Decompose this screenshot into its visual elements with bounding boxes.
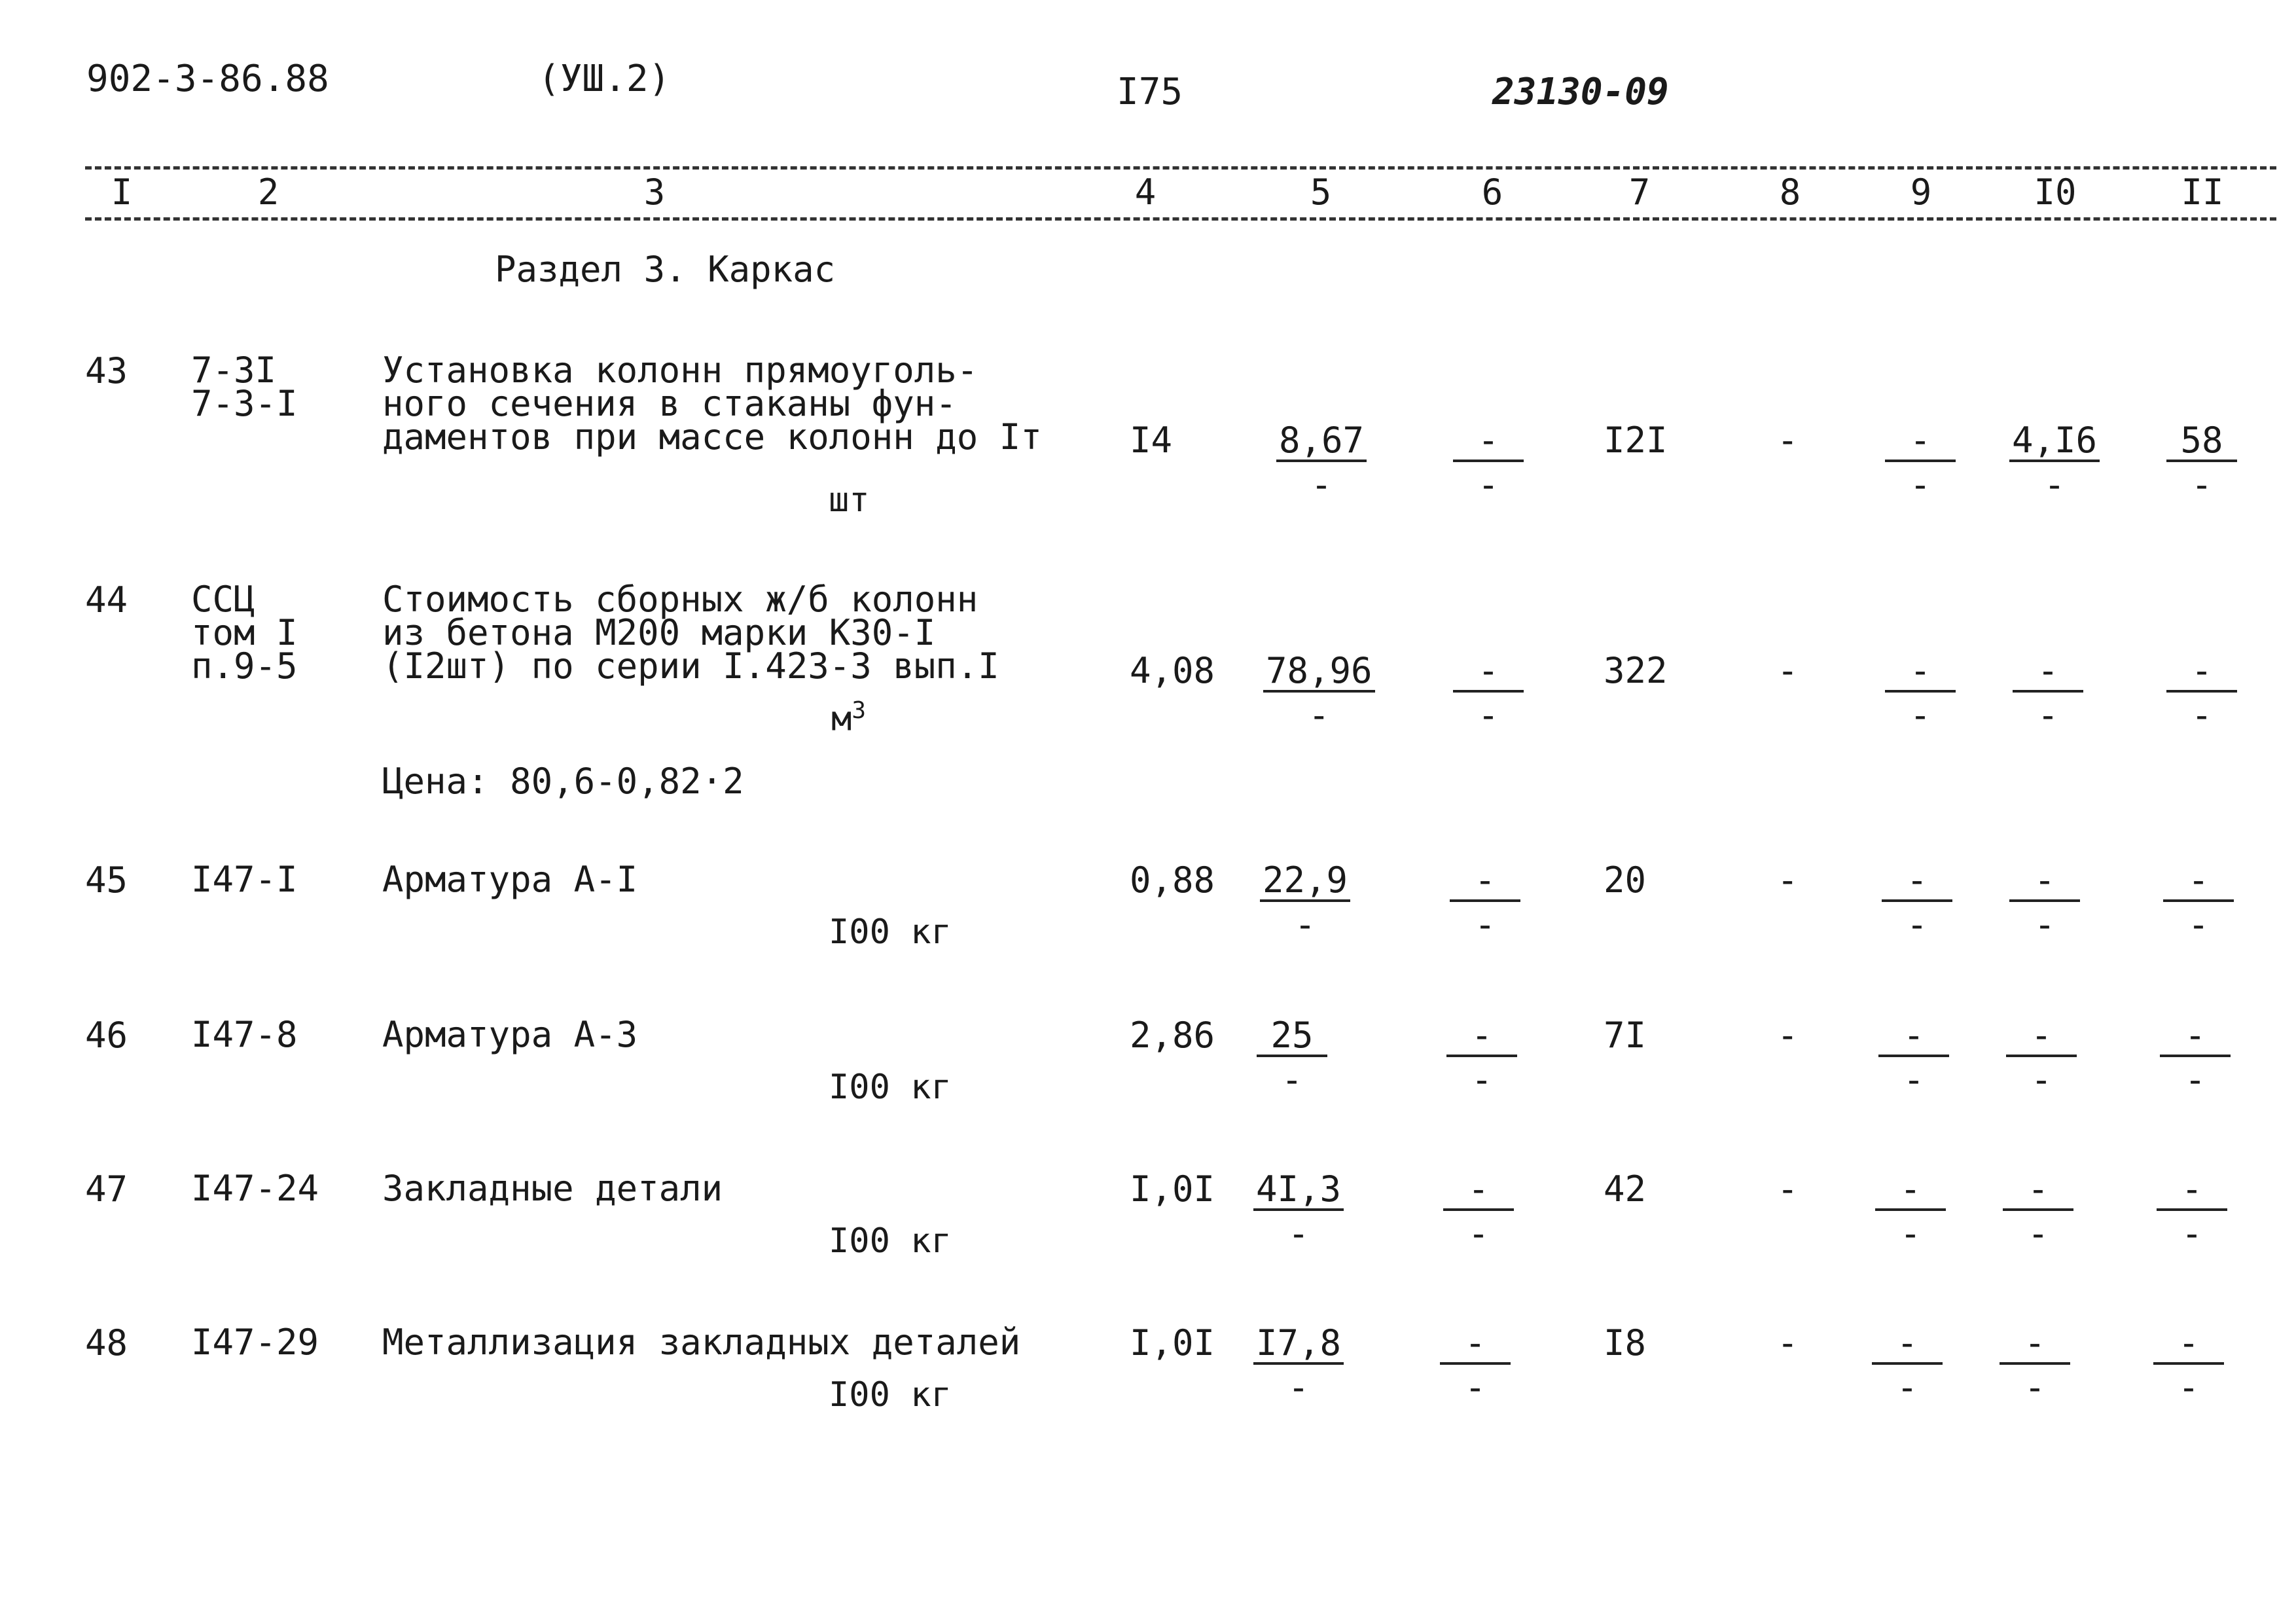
fraction-col11: [2153, 1322, 2224, 1408]
header-divider-top: [85, 166, 2276, 170]
unit-of-measure: I00 кг: [829, 1068, 952, 1107]
price-code: I47-I: [191, 859, 298, 900]
fraction-col9: [1878, 1015, 1949, 1100]
fraction-denominator: -: [2191, 695, 2213, 736]
fraction-numerator: -: [2153, 1326, 2224, 1365]
column-8-value: -: [1777, 1168, 1799, 1210]
document-subtitle: (УШ.2): [538, 58, 671, 100]
fraction-col10: [2000, 1322, 2070, 1408]
fraction-col5: [1253, 1168, 1344, 1254]
fraction-col6: [1453, 420, 1524, 505]
fraction-col11: [2166, 650, 2237, 736]
fraction-numerator: -: [1446, 1018, 1517, 1057]
fraction-numerator: -: [1453, 423, 1524, 462]
fraction-denominator: -: [2043, 464, 2066, 505]
column-number: 4: [1134, 171, 1157, 213]
fraction-numerator: -: [2003, 1172, 2073, 1211]
column-number: 5: [1310, 171, 1332, 213]
fraction-numerator: I7,8: [1253, 1326, 1344, 1365]
fraction-denominator: -: [1310, 464, 1333, 505]
fraction-denominator: -: [2024, 1367, 2046, 1408]
fraction-numerator: 8,67: [1276, 423, 1367, 462]
fraction-col6: [1450, 859, 1520, 945]
work-description: Установка колонн прямоуголь-: [382, 350, 978, 391]
fraction-numerator: -: [1440, 1326, 1511, 1365]
unit-of-measure: [831, 697, 866, 739]
fraction-denominator: -: [1294, 904, 1316, 945]
fraction-numerator: -: [2163, 863, 2234, 902]
unit-of-measure: I00 кг: [829, 1221, 952, 1261]
fraction-col5: [1253, 1322, 1344, 1408]
document-reference: 23130-09: [1492, 71, 1669, 113]
fraction-denominator: -: [1899, 1213, 1922, 1254]
total-cost: 42: [1604, 1168, 1647, 1210]
column-8-value: -: [1777, 1015, 1799, 1056]
quantity: 2,86: [1130, 1015, 1215, 1056]
work-description: (I2шт) по серии I.423-3 вып.I: [382, 645, 999, 687]
fraction-col6: [1446, 1015, 1517, 1100]
fraction-denominator: -: [1287, 1213, 1310, 1254]
fraction-denominator: -: [1464, 1367, 1486, 1408]
unit-of-measure: I00 кг: [829, 1375, 952, 1415]
fraction-col10: [2003, 1168, 2073, 1254]
column-number: I: [111, 171, 133, 213]
fraction-col9: [1885, 420, 1956, 505]
column-number: 7: [1628, 171, 1651, 213]
column-8-value: -: [1777, 859, 1799, 901]
header-divider-bottom: [85, 217, 2276, 221]
column-8-value: -: [1777, 1322, 1799, 1363]
section-title: Раздел 3. Каркас: [495, 249, 836, 290]
fraction-numerator: -: [1450, 863, 1520, 902]
fraction-col5: [1276, 420, 1367, 505]
fraction-numerator: -: [1872, 1326, 1943, 1365]
fraction-numerator: -: [1875, 1172, 1946, 1211]
fraction-col5: [1257, 1015, 1327, 1100]
price-code: 7-3-I: [191, 383, 298, 424]
column-number: I0: [2034, 171, 2077, 213]
total-cost: 20: [1604, 859, 1647, 901]
fraction-numerator: -: [2006, 1018, 2077, 1057]
column-number: II: [2181, 171, 2224, 213]
fraction-denominator: -: [1287, 1367, 1310, 1408]
unit-base: м: [831, 699, 852, 739]
work-description: Арматура А-3: [382, 1014, 638, 1055]
fraction-denominator: -: [2034, 904, 2056, 945]
price-code: ССЦ: [191, 579, 255, 620]
quantity: 0,88: [1130, 859, 1215, 901]
total-cost: 322: [1604, 650, 1668, 691]
column-number: 3: [643, 171, 666, 213]
fraction-col6: [1440, 1322, 1511, 1408]
fraction-denominator: -: [1308, 695, 1330, 736]
work-description: из бетона М200 марки К30-I: [382, 612, 936, 653]
fraction-col10: [2013, 650, 2083, 736]
fraction-numerator: -: [1885, 423, 1956, 462]
fraction-denominator: -: [2184, 1059, 2206, 1100]
fraction-denominator: -: [2181, 1213, 2203, 1254]
column-8-value: -: [1777, 650, 1799, 691]
fraction-numerator: 25: [1257, 1018, 1327, 1057]
fraction-numerator: 58: [2166, 423, 2237, 462]
row-number: 47: [85, 1168, 128, 1210]
row-number: 44: [85, 579, 128, 621]
fraction-numerator: 4I,3: [1253, 1172, 1344, 1211]
fraction-col9: [1882, 859, 1952, 945]
fraction-col11: [2163, 859, 2234, 945]
fraction-denominator: -: [1896, 1367, 1918, 1408]
column-number: 8: [1779, 171, 1801, 213]
price-code: 7-3I: [191, 350, 277, 391]
row-number: 46: [85, 1015, 128, 1056]
fraction-numerator: -: [1885, 653, 1956, 693]
fraction-denominator: -: [2191, 464, 2213, 505]
fraction-col10: [2009, 859, 2080, 945]
fraction-denominator: -: [2027, 1213, 2049, 1254]
fraction-denominator: -: [2037, 695, 2059, 736]
fraction-numerator: -: [2013, 653, 2083, 693]
fraction-denominator: -: [1477, 464, 1499, 505]
fraction-denominator: -: [1909, 695, 1931, 736]
fraction-col6: [1443, 1168, 1514, 1254]
fraction-denominator: -: [1909, 464, 1931, 505]
fraction-numerator: -: [2160, 1018, 2231, 1057]
page-number: I75: [1117, 71, 1183, 113]
fraction-denominator: -: [1474, 904, 1496, 945]
fraction-numerator: -: [1453, 653, 1524, 693]
fraction-numerator: -: [1443, 1172, 1514, 1211]
column-number: 9: [1910, 171, 1932, 213]
column-8-value: -: [1777, 420, 1799, 461]
work-description: Стоимость сборных ж/б колонн: [382, 579, 978, 620]
fraction-col9: [1872, 1322, 1943, 1408]
row-number: 48: [85, 1322, 128, 1363]
total-cost: 7I: [1604, 1015, 1647, 1056]
document-code: 902-3-86.88: [86, 58, 329, 100]
fraction-numerator: 22,9: [1260, 863, 1350, 902]
price-code: том I: [191, 612, 298, 653]
fraction-denominator: -: [2187, 904, 2210, 945]
fraction-denominator: -: [2030, 1059, 2053, 1100]
fraction-numerator: -: [2000, 1326, 2070, 1365]
price-code: I47-8: [191, 1014, 298, 1055]
unit-of-measure: I00 кг: [829, 912, 952, 952]
fraction-numerator: -: [2157, 1172, 2227, 1211]
price-note: Цена: 80,6-0,82·2: [382, 761, 744, 802]
fraction-col10: [2006, 1015, 2077, 1100]
work-description: Металлизация закладных деталей: [382, 1322, 1021, 1363]
fraction-col10: [2009, 420, 2100, 505]
total-cost: I2I: [1604, 420, 1668, 461]
fraction-denominator: -: [1281, 1059, 1303, 1100]
row-number: 43: [85, 350, 128, 391]
fraction-col11: [2166, 420, 2237, 505]
fraction-denominator: -: [1903, 1059, 1925, 1100]
column-number: 2: [257, 171, 279, 213]
column-number: 6: [1481, 171, 1503, 213]
work-description: Закладные детали: [382, 1168, 723, 1209]
row-number: 45: [85, 859, 128, 901]
fraction-col11: [2160, 1015, 2231, 1100]
fraction-denominator: -: [1477, 695, 1499, 736]
fraction-col6: [1453, 650, 1524, 736]
fraction-numerator: -: [1882, 863, 1952, 902]
work-description: Арматура А-I: [382, 859, 638, 900]
total-cost: I8: [1604, 1322, 1647, 1363]
price-code: I47-24: [191, 1168, 319, 1209]
unit-exponent: 3: [852, 697, 866, 724]
fraction-col9: [1885, 650, 1956, 736]
fraction-numerator: -: [2009, 863, 2080, 902]
fraction-numerator: 78,96: [1263, 653, 1375, 693]
fraction-denominator: -: [1906, 904, 1928, 945]
fraction-col11: [2157, 1168, 2227, 1254]
fraction-denominator: -: [1471, 1059, 1493, 1100]
work-description: даментов при массе колонн до Iт: [382, 416, 1042, 458]
quantity: I,0I: [1130, 1168, 1215, 1210]
quantity: 4,08: [1130, 650, 1215, 691]
quantity: I,0I: [1130, 1322, 1215, 1363]
quantity: I4: [1130, 420, 1173, 461]
fraction-numerator: 4,I6: [2009, 423, 2100, 462]
work-description: ного сечения в стаканы фун-: [382, 383, 957, 424]
fraction-denominator: -: [2178, 1367, 2200, 1408]
unit-of-measure: шт: [829, 480, 870, 520]
fraction-col5: [1263, 650, 1375, 736]
fraction-col5: [1260, 859, 1350, 945]
fraction-denominator: -: [1467, 1213, 1490, 1254]
fraction-col9: [1875, 1168, 1946, 1254]
price-code: п.9-5: [191, 645, 298, 687]
fraction-numerator: -: [1878, 1018, 1949, 1057]
price-code: I47-29: [191, 1322, 319, 1363]
fraction-numerator: -: [2166, 653, 2237, 693]
